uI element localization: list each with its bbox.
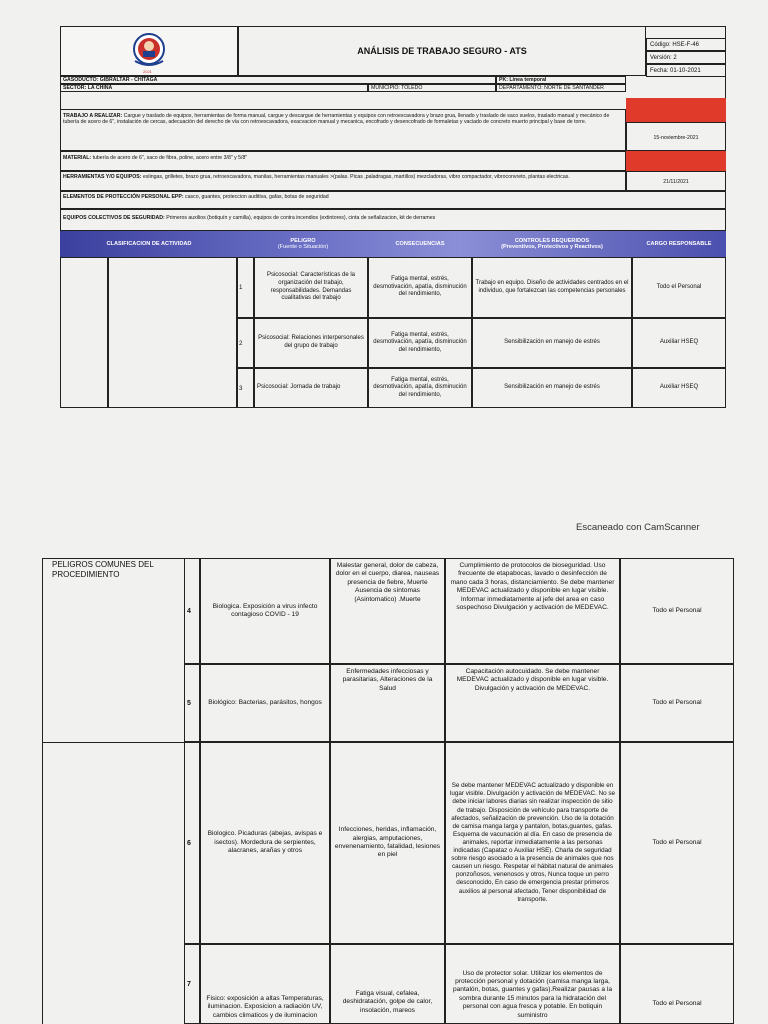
peligro-cell: Psicosocial: Relaciones interpersonales del grupo de trabajo [254, 318, 368, 368]
title-box [238, 26, 646, 76]
header-peligro: PELIGRO (Fuente o Situación) [277, 238, 329, 250]
row-number: 5 [184, 664, 200, 742]
herramientas-cell: HERRAMIENTAS Y/O EQUIPOS: eslingas, grilletes, brazo grua, retroexcavadora, manilas, herramientas manuales >(palas. Picas ,paladragas, martillos) mezcladoras, vibro compactador, vibroconvreto, plantas electricas. [60, 171, 626, 191]
peligro-cell: Biologico. Picaduras (abejas, avispas e isectos). Mordedura de serpientes, alacranes, arañas y otros [200, 742, 330, 944]
peligro-cell: Fisico: exposición a altas Temperaturas, iluminacion. Exposicion a radiación UV, cambios climaticos y de iluminacion [200, 944, 330, 1024]
cargo-cell: Todo el Personal [620, 742, 734, 944]
header-cargo: CARGO RESPONSABLE [646, 241, 712, 247]
header-clasificacion: CLASIFICACION DE ACTIVIDAD [106, 241, 192, 247]
pk-cell: PK: Línea temporal [496, 76, 626, 84]
row-number: 3 [236, 368, 254, 408]
consecuencias-cell: Malestar general, dolor de cabeza, dolor en el cuerpo, diarea, nauseas presencia de fiebre, Muerte Ausencia de síntomas (Asintomatico) .Muerte [330, 558, 445, 664]
consecuencias-cell: Fatiga mental, estrés, desmotivación, apatía, disminución del rendimiento, [368, 318, 472, 368]
row-number: 1 [236, 257, 254, 318]
clasificacion-col-top-2 [108, 257, 238, 408]
fecha-inicio-cell: 15-noviembre-2021 [626, 122, 726, 151]
row-number: 6 [184, 742, 200, 944]
controles-cell: Sensibilización en manejo de estrés [472, 368, 632, 408]
municipio-cell: MUNICIPIO: TOLEDO [368, 84, 496, 92]
peligro-cell: Biologica. Exposición a virus infecto contagioso COVID - 19 [200, 558, 330, 664]
fecha-fin-cell: 21/11/2021 [626, 171, 726, 191]
header-consecuencias: CONSECUENCIAS [395, 241, 445, 247]
controles-cell: Uso de protector solar. Utilizar los elementos de protección personal y dotación (camisa manga larga, pantalón, botas, guantes y gafas).Realizar pausas a la sombra durante 15 minutos para la hidratación del personal con agua fresca y potable. En botiquin suministro [445, 944, 620, 1024]
section-label: PELIGROS COMUNES DEL PROCEDIMIENTO [52, 560, 154, 579]
trabajo-cell: TRABAJO A REALIZAR: Cargue y traslado de equipos, herramientas de forma manual, cargue y descargue de herramientas y equipos con retroexcavadora y brazo grua, llenado y traslado de saco suelos, traslado manual y mecánico de tubería de acero de 6", instalación de cercas, adecuación del derecho de vía con retroexcavadora, exacvacion manual y mecanica, encofrado y desencofrado de formaletas y vaciado de concreto muerto principal y base de torre. [60, 109, 626, 151]
clasificacion-col-top [60, 257, 108, 408]
red-flag-1 [626, 98, 726, 122]
logo-box [60, 26, 238, 76]
row-number: 7 [184, 944, 200, 1024]
clasificacion-divider [42, 742, 184, 743]
version-cell: Versión: 2 [646, 51, 726, 64]
consecuencias-cell: Fatiga mental, estrés, desmotivación, apatía, disminución del rendimiento, [368, 257, 472, 318]
cargo-cell: Auxiliar HSEQ [632, 368, 726, 408]
row-number: 4 [184, 558, 200, 664]
cargo-cell: Todo el Personal [620, 558, 734, 664]
gasoducto-cell: GASODUCTO: GIBRALTAR - CHITAGA [60, 76, 496, 84]
red-flag-2 [626, 151, 726, 171]
company-logo-icon [129, 31, 169, 71]
cargo-cell: Todo el Personal [632, 257, 726, 318]
logo-year: 2021 [143, 69, 152, 74]
material-cell: MATERIAL: tubería de acero de 6", saco de fibra, poline, acero entre 3/8" y 5/8" [60, 151, 626, 171]
code-cell: Código: HSE-F-46 [646, 38, 726, 51]
peligro-cell: Biológico: Bacterias, parásitos, hongos [200, 664, 330, 742]
colectivos-cell: EQUIPOS COLECTIVOS DE SEGURIDAD: Primeros auxilios (botiquín y camilla), equipos de contra incendios (extintores), cinta de señalizacion, kit de derrames [60, 209, 726, 231]
sector-cell: SECTOR: LA CHINA [60, 84, 368, 92]
peligro-cell: Psicosocial: Características de la organización del trabajo, responsabilidades. Demandas cualitativas del trabajo [254, 257, 368, 318]
controles-cell: Sensibilización en manejo de estrés [472, 318, 632, 368]
consecuencias-cell: Infecciones, heridas, inflamación, alergias, amputaciones, envenenamiento, fatalidad, lesiones en piel [330, 742, 445, 944]
controles-cell: Capacitación autocuidado. Se debe mantener MEDEVAC actualizado y disponible en lugar visible. Divulgación y activación de MEDEVAC. [445, 664, 620, 742]
controles-cell: Cumplimiento de protocolos de bioseguridad. Uso frecuente de etapabocas, lavado o desinfección de mano cada 3 horas, distanciamiento. Se debe mantener MEDEVAC actualizado y disponible en lugar visible. Informar inmediatamente al jefe del area en caso sospechoso Divulgación y activación de MEDEVAC. [445, 558, 620, 664]
header-controles: CONTROLES REQUERIDOS (Preventivos, Protectivos y Reactivos) [501, 238, 603, 250]
departamento-cell: DEPARTAMENTO: NORTE DE SANTANDER [496, 84, 626, 92]
row-number: 2 [236, 318, 254, 368]
consecuencias-cell: Fatiga visual, cefalea, deshidratación, golpe de calor, insolación, mareos [330, 944, 445, 1024]
epp-cell: ELEMENTOS DE PROTECCIÓN PERSONAL EPP: casco, guantes, proteccion auditiva, gafas, botas de seguridad [60, 191, 726, 209]
consecuencias-cell: Enfermedades infecciosas y parasitarias, Alteraciones de la Salud [330, 664, 445, 742]
consecuencias-cell: Fatiga mental, estrés, desmotivación, apatía, disminución del rendimiento, [368, 368, 472, 408]
cargo-cell: Auxiliar HSEQ [632, 318, 726, 368]
date-cell: Fecha: 01-10-2021 [646, 64, 726, 77]
scanner-watermark: Escaneado con CamScanner [576, 522, 700, 533]
page-title: ANÁLISIS DE TRABAJO SEGURO - ATS [357, 46, 527, 56]
controles-cell: Trabajo en equipo. Diseño de actividades centrados en el individuo, que fortalezcan las competencias personales [472, 257, 632, 318]
controles-cell: Se debe mantener MEDEVAC actualizado y disponible en lugar visible. Divulgación y activación de MEDEVAC. No se debe iniciar labores diarias sin realizar inspección de sitio de trabajo. Disposición de vehículo para transporte de afectados, señalización de prevención. Uso de la dotación de camisa manga larga y pantalon, botas,guantes, gafas. Esquema de vacunación al día. En caso de presencia de animales, reportar inmediatamente a las personas indicadas (Capataz o Auxiliar HSE). Charla de seguridad sobre riesgo asociado a la presencia de animales que nos causen un riesgo. Respetar el hábitat natural de animales ponzoñosos, venenosos y otros, Nunca toque un perro desconocido, En caso de emergencia prestar primeros auxilios al personal afectado, Tener disponibilidad de transporte. [445, 742, 620, 944]
cargo-cell: Todo el Personal [620, 664, 734, 742]
peligro-cell: Psicosocial: Jornada de trabajo [254, 368, 368, 408]
cargo-cell: Todo el Personal [620, 944, 734, 1024]
